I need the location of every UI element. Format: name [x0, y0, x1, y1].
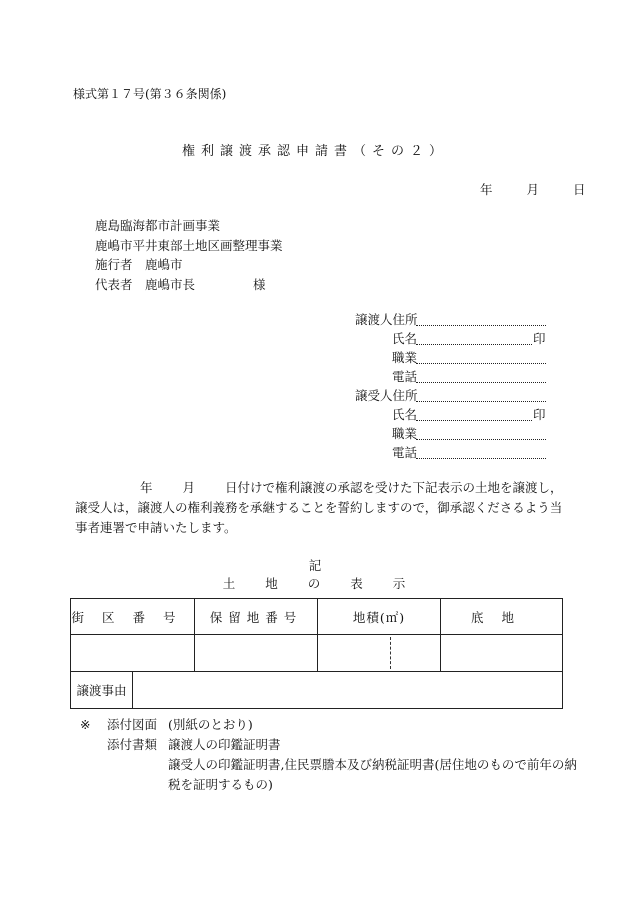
transferee-block	[355, 386, 555, 466]
form-number: 様式第１７号(第３６条関係)	[73, 87, 227, 101]
cell-area[interactable]	[318, 635, 441, 672]
header-area-label: 地積(㎡)	[352, 609, 406, 625]
land-title-char: 示	[392, 576, 408, 591]
addressee-subproject: 鹿嶋市平井東部土地区画整理事業	[95, 237, 283, 253]
attach-docs-item-3: 税を証明するもの)	[168, 777, 273, 792]
transferee-name-label: 氏名	[392, 407, 418, 422]
land-display-heading	[0, 574, 630, 592]
header-area	[318, 599, 441, 635]
transferee-occupation-label: 職業	[392, 426, 418, 441]
reason-row	[71, 672, 563, 709]
document-title: 権利譲渡承認申請書（その２）	[181, 144, 448, 159]
transferee-name-field[interactable]	[416, 406, 532, 421]
transferee-occupation-field[interactable]	[416, 425, 546, 440]
transferee-address-field[interactable]	[416, 387, 546, 402]
transferor-phone-label: 電話	[392, 369, 418, 384]
transferee-phone-label: 電話	[392, 445, 418, 460]
land-table	[70, 598, 563, 709]
addressee-representative	[95, 275, 283, 295]
land-title-char: 表	[350, 576, 365, 591]
transferor-name-field[interactable]	[416, 330, 532, 345]
transferor-occupation-field[interactable]	[416, 349, 546, 364]
transferor-address-label: 譲渡人住所	[355, 312, 418, 327]
date-month: 月	[526, 182, 540, 197]
cell-underlying-land[interactable]	[441, 635, 563, 672]
attach-docs-item-1: 譲渡人の印鑑証明書	[168, 737, 281, 752]
attach-drawing-label: 添付図面	[107, 717, 158, 732]
attach-drawing-value: (別紙のとおり)	[168, 717, 253, 732]
date-day: 日	[573, 182, 586, 197]
declaration-body: 日付けで権利譲渡の承認を受けた下記表示の土地を譲渡し，譲受人は，譲渡人の権利義務を承継することを誓約しますので，御承認くださるよう当事者連署で申請いたします。	[75, 480, 563, 535]
attach-docs-label: 添付書類	[107, 737, 158, 752]
transferee-seal-mark: 印	[533, 407, 546, 422]
reason-label: 譲渡事由	[71, 672, 133, 709]
ki-heading: 記	[308, 558, 322, 573]
header-block-number: 街区番号	[71, 599, 195, 635]
header-reserved-land-number: 保留地番号	[195, 599, 318, 635]
cell-block-number[interactable]	[71, 635, 195, 672]
transferor-block	[355, 310, 555, 390]
header-underlying-land: 底地	[441, 599, 563, 635]
transferor-address-field[interactable]	[416, 311, 546, 326]
transferor-occupation-label: 職業	[392, 350, 418, 365]
representative-label: 代表者 鹿嶋市長	[95, 276, 196, 292]
land-title-char: の	[307, 576, 323, 591]
transferor-name-label: 氏名	[392, 331, 418, 346]
date-line	[452, 180, 592, 198]
addressee-project: 鹿島臨海都市計画事業	[95, 218, 221, 233]
declaration-text	[75, 478, 570, 538]
cell-reason[interactable]	[133, 672, 563, 709]
attach-docs-item-2: 譲受人の印鑑証明書,住民票謄本及び納税証明書(居住地のもので前年の納	[168, 757, 577, 772]
transferee-phone-field[interactable]	[416, 444, 546, 459]
land-title-char: 地	[265, 576, 280, 591]
addressee-block	[95, 216, 283, 294]
table-row	[71, 635, 563, 672]
transferor-seal-mark: 印	[533, 331, 546, 346]
declaration-year: 年	[140, 480, 153, 495]
honorific: 様	[253, 276, 266, 292]
declaration-month: 月	[182, 480, 196, 495]
addressee-executor: 施行者 鹿嶋市	[95, 257, 183, 272]
cell-reserved-land-number[interactable]	[195, 635, 318, 672]
transferor-phone-field[interactable]	[416, 368, 546, 383]
date-year: 年	[480, 182, 493, 197]
land-title-char: 土	[222, 576, 238, 591]
note-mark: ※	[80, 717, 91, 732]
transferee-address-label: 譲受人住所	[355, 388, 418, 403]
table-header-row	[71, 599, 563, 635]
